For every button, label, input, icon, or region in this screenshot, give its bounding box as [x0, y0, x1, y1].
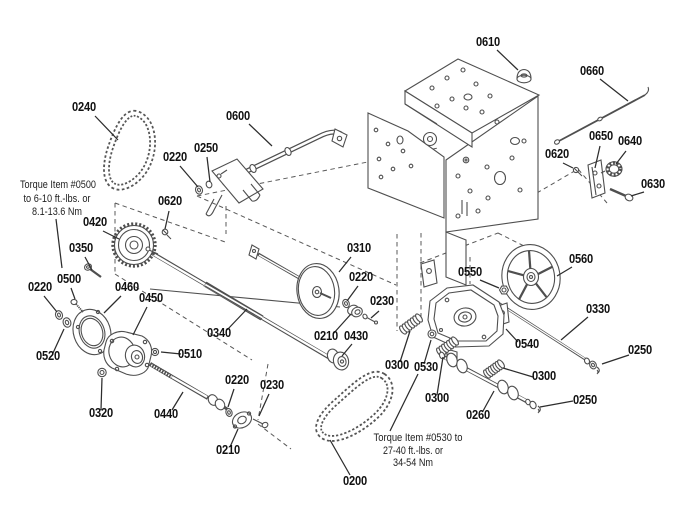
part-label-0430: 0430: [344, 328, 368, 343]
torque-note-0530-line1: Torque Item #0530 to: [373, 432, 463, 444]
part-label-0300-c: 0300: [425, 390, 449, 405]
part-label-0220-c: 0220: [28, 279, 52, 294]
spring-0300-upper: [398, 313, 423, 335]
part-label-0440: 0440: [154, 406, 178, 421]
torque-note-0500-line2: to 6-10 ft.-lbs. or: [23, 193, 91, 205]
screw-0500: [71, 299, 83, 312]
part-label-0210-a: 0210: [314, 328, 338, 343]
shift-rod-assembly: [206, 129, 347, 216]
bolt-0630: [610, 189, 634, 202]
part-label-0330: 0330: [586, 301, 610, 316]
part-label-0450: 0450: [139, 290, 163, 305]
screw-0620-left: [162, 229, 171, 239]
part-label-0550: 0550: [458, 264, 482, 279]
part-label-0260: 0260: [466, 407, 490, 422]
part-label-0220-a: 0220: [163, 149, 187, 164]
part-label-0540: 0540: [515, 336, 539, 351]
knob-0640: [601, 162, 622, 176]
part-label-0520: 0520: [36, 348, 60, 363]
drive-chain-0240: [106, 113, 152, 187]
axle-0260-assembly: [439, 351, 541, 413]
part-label-0620-b: 0620: [158, 193, 182, 208]
part-label-0610: 0610: [476, 34, 500, 49]
part-label-0310: 0310: [347, 240, 371, 255]
part-label-0620-a: 0620: [545, 146, 569, 161]
friction-disc-assembly: [249, 245, 378, 324]
part-label-0640: 0640: [618, 133, 642, 148]
part-label-0220-d: 0220: [225, 372, 249, 387]
part-label-0630: 0630: [641, 176, 665, 191]
part-label-0300-a: 0300: [385, 357, 409, 372]
part-label-0210-b: 0210: [216, 442, 240, 457]
washers-0220-0250-top: [194, 180, 212, 195]
shaft-0440-assembly: [150, 364, 269, 431]
spring-0300-lower: [482, 359, 505, 379]
part-label-0230-a: 0230: [370, 293, 394, 308]
nut-0550: [500, 286, 509, 294]
part-label-0200: 0200: [343, 473, 367, 488]
part-label-0340: 0340: [207, 325, 231, 340]
washers-0220-0520-left: [54, 310, 72, 329]
part-label-0250-a: 0250: [194, 140, 218, 155]
gearbox-0450: [104, 331, 152, 375]
drive-sprocket: [113, 224, 158, 266]
part-label-0320: 0320: [89, 405, 113, 420]
torque-note-0500-line3: 8.1-13.6 Nm: [32, 206, 82, 218]
part-label-0350: 0350: [69, 240, 93, 255]
nut-0530: [428, 330, 436, 338]
part-label-0500: 0500: [57, 271, 81, 286]
part-label-0230-b: 0230: [260, 377, 284, 392]
part-label-0300-b: 0300: [532, 368, 556, 383]
part-label-0660: 0660: [580, 63, 604, 78]
part-label-0530: 0530: [414, 359, 438, 374]
part-label-0250-c: 0250: [573, 392, 597, 407]
part-label-0600: 0600: [226, 108, 250, 123]
part-label-0650: 0650: [589, 128, 613, 143]
cap-nut-0610: [517, 70, 531, 83]
part-label-0240: 0240: [72, 99, 96, 114]
nut-0320: [98, 368, 106, 376]
torque-note-0530-line2: 27-40 ft.-lbs. or: [383, 445, 444, 457]
part-label-0510: 0510: [178, 346, 202, 361]
part-label-0420: 0420: [83, 214, 107, 229]
torque-note-0500-line1: Torque Item #0500: [20, 179, 96, 191]
track-chain-0200: [319, 374, 390, 438]
part-label-0560: 0560: [569, 251, 593, 266]
part-label-0220-b: 0220: [349, 269, 373, 284]
part-label-0460: 0460: [115, 279, 139, 294]
bracket-0650: [588, 160, 605, 198]
torque-note-0530-line3: 34-54 Nm: [393, 457, 433, 469]
axle-hub-0430: [326, 348, 351, 372]
part-label-0250-b: 0250: [628, 342, 652, 357]
nut-0510: [151, 348, 158, 355]
